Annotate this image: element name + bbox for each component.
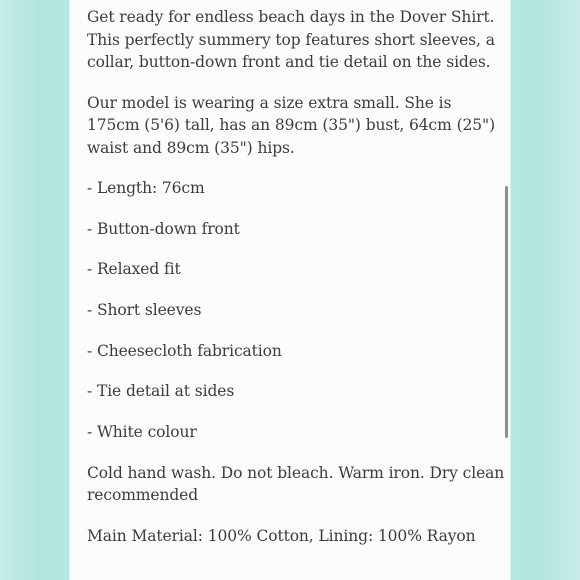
product-description-panel[interactable] xyxy=(70,0,510,580)
materials: Main Material: 100% Cotton, Lining: 100% Rayon xyxy=(87,526,476,545)
feature-cheesecloth-fabrication: - Cheesecloth fabrication xyxy=(87,341,282,360)
intro-paragraph: Get ready for endless beach days in the Dover Shirt. This perfectly summery top features short sleeves, a collar, button-down front and tie detail on the sides. xyxy=(87,8,495,71)
description-content xyxy=(87,6,505,565)
feature-white-colour: - White colour xyxy=(87,423,197,442)
feature-button-down-front: - Button-down front xyxy=(87,219,240,238)
feature-length: - Length: 76cm xyxy=(87,179,205,197)
feature-tie-detail: - Tie detail at sides xyxy=(87,382,235,401)
feature-relaxed-fit: - Relaxed fit xyxy=(87,260,181,279)
model-size-paragraph: Our model is wearing a size extra small. She is 175cm (5'6) tall, has an 89cm (35") bust, 64cm (25") waist and 89cm (35") hips. xyxy=(87,93,496,157)
care-instructions: Cold hand wash. Do not bleach. Warm iron. Dry clean recommended xyxy=(87,463,505,505)
feature-short-sleeves: - Short sleeves xyxy=(87,301,202,320)
scrollbar-thumb[interactable] xyxy=(505,186,508,438)
scrollbar[interactable] xyxy=(503,186,509,438)
